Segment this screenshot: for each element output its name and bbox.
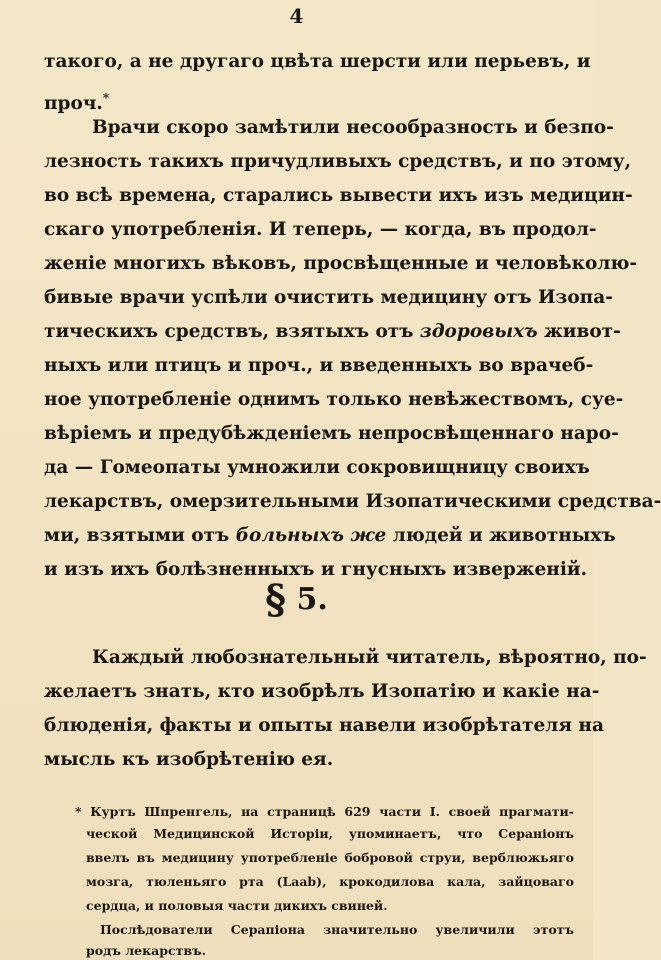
footnote-line: родъ лекарствъ. xyxy=(86,943,206,958)
text-line: ное употребленіе однимъ только невѣжествомъ, суе- xyxy=(44,389,624,410)
italic-phrase: больныхъ же xyxy=(235,525,387,546)
text-line: такого, а не другаго цвѣта шерсти или перьевъ, и xyxy=(44,51,591,72)
footnote-line: сердца, и половыя части дикихъ свиней. xyxy=(86,898,388,913)
footnote-line: мозга, тюленьяго рта (Laab), крокодилова кала, зайцоваго xyxy=(86,874,574,889)
section-number: 5. xyxy=(296,582,328,617)
italic-word: здоровыхъ xyxy=(419,321,538,342)
text-line: блюденія, факты и опыты навели изобрѣтателя на xyxy=(44,715,604,736)
footnote-reference: * xyxy=(102,91,110,105)
section-heading xyxy=(0,576,593,623)
text-line: скаго употребленія. И теперь, — когда, въ продол- xyxy=(44,219,597,240)
text-line: ми, взятыми отъ больныхъ же людей и животныхъ xyxy=(44,525,616,546)
text-line: вѣріемъ и предубѣжденіемъ непросвѣщеннаго наро- xyxy=(44,423,619,444)
text-line: тическихъ средствъ, взятыхъ отъ здоровыхъ живот- xyxy=(44,321,621,342)
paragraph-first-line: Врачи скоро замѣтили несообразность и безпо- xyxy=(92,117,614,138)
text-line: да — Гомеопаты умножили сокровищницу своихъ xyxy=(44,457,590,478)
footnote-line: Послѣдователи Серапіона значительно увеличили этотъ xyxy=(100,922,574,937)
text-line: женіе многихъ вѣковъ, просвѣщенные и человѣколю- xyxy=(44,253,638,274)
text-line: и изъ ихъ болѣзненныхъ и гнусныхъ изверженій. xyxy=(44,559,588,580)
text-line: мысль къ изобрѣтенію ея. xyxy=(44,749,334,770)
text-line: лекарствъ, омерзительными Изопатическими средства- xyxy=(44,491,661,512)
text-line: лезность такихъ причудливыхъ средствъ, и по этому, xyxy=(44,151,632,172)
text-line: бивые врачи успѣли очистить медицину отъ Изопа- xyxy=(44,287,613,308)
paragraph-first-line: Каждый любознательный читатель, вѣроятно, по- xyxy=(92,647,647,668)
footnote-line: ческой Медицинской Исторіи, упоминаетъ, что Сераніонъ xyxy=(86,826,574,841)
text-line: ныхъ или птицъ и проч., и введенныхъ во врачеб- xyxy=(44,355,594,376)
footnote-line: * Куртъ Шпренгель, на страницѣ 629 части I. своей прагмати- xyxy=(75,804,574,819)
page-number: 4 xyxy=(289,4,304,28)
text-line: желаетъ знать, кто изобрѣлъ Изопатію и какіе на- xyxy=(44,681,600,702)
section-sign: § xyxy=(265,576,287,623)
text-line: проч.* xyxy=(44,91,110,115)
text-line: во всѣ времена, старались вывести ихъ изъ медицин- xyxy=(44,185,633,206)
footnote-line: ввелъ въ медицину употребленіе бобровой струи, верблюжьяго xyxy=(86,850,574,865)
